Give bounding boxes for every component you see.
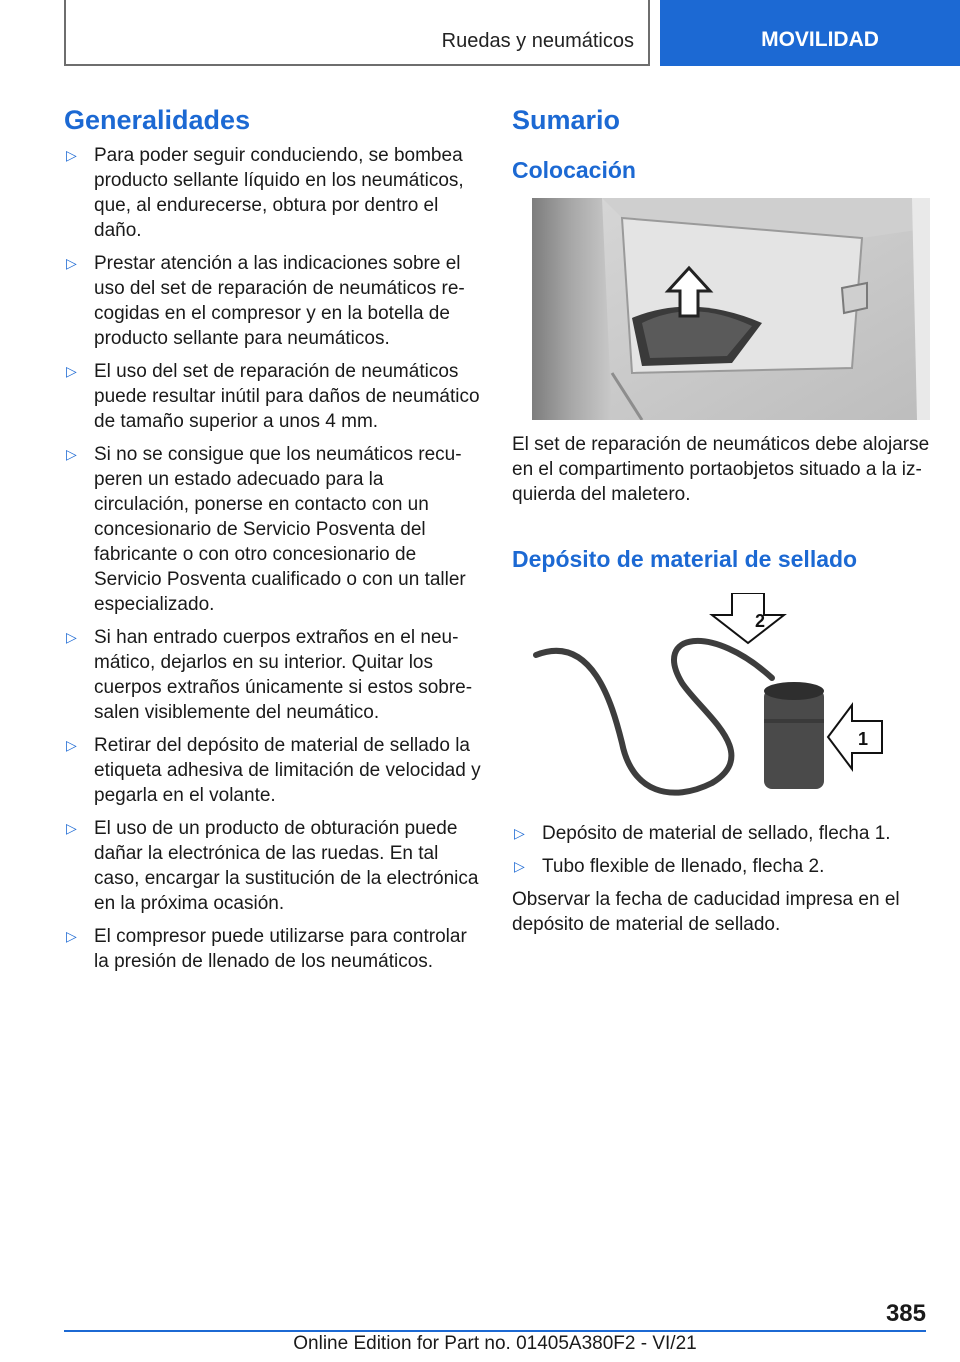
general-list [64, 143, 482, 974]
triangle-bullet-icon: ▷ [514, 825, 525, 841]
arrow-2-label: 2 [755, 611, 766, 631]
triangle-bullet-icon: ▷ [66, 255, 77, 271]
list-item: ▷ Depósito de material de sellado, flecha 1. [514, 823, 891, 844]
heading-sumario: Sumario [512, 105, 621, 135]
list-item: ▷ Si no se consigue que los neumáticos recuperen un estado adecuado para la circulación, ponerse en contacto con un concesionario de Servicio Posventa del fabricante o con otro concesionario de Servicio Posventa cualificado o con un taller especializado. [66, 444, 466, 615]
list-item: ▷ Para poder seguir conduciendo, se bombea producto sellante líquido en los neumáticos, que, al endurecerse, obtura por dentro el daño. [66, 145, 464, 241]
right-column [512, 100, 930, 937]
triangle-bullet-icon: ▷ [66, 820, 77, 836]
edition-text: Online Edition for Part no. 01405A380F2 - VI/21 [293, 1333, 697, 1354]
triangle-bullet-icon: ▷ [66, 629, 77, 645]
sealant-container-illustration [532, 593, 930, 809]
list-item: ▷ El compresor puede utilizarse para controlar la presión de llenado de los neumáticos. [66, 926, 467, 972]
arrow-1-label: 1 [858, 729, 869, 749]
triangle-bullet-icon: ▷ [66, 446, 77, 462]
expiry-note: Observar la fecha de caducidad impresa en el depósito de material de sellado. [512, 889, 900, 935]
list-item: ▷ Retirar del depósito de material de sellado la etiqueta adhesiva de limitación de velocidad y pegarla en el volante. [66, 735, 481, 806]
heading-generalidades: Generalidades [64, 105, 251, 135]
sealant-list [512, 821, 930, 879]
triangle-bullet-icon: ▷ [66, 737, 77, 753]
footer-divider [64, 1330, 926, 1332]
triangle-bullet-icon: ▷ [66, 147, 77, 163]
arrow-1-icon [828, 705, 882, 769]
list-item: ▷ Si han entrado cuerpos extraños en el neumático, dejarlos en su interior. Quitar los cuerpos extraños únicamente si estos sobresalen visiblemente del neumático. [66, 627, 473, 723]
trunk-compartment-illustration [532, 198, 930, 420]
list-item: ▷ Prestar atención a las indicaciones sobre el uso del set de reparación de neumáticos recogidas en el compresor y en la botella de producto sellante para neumáticos. [66, 253, 465, 349]
heading-colocacion: Colocación [512, 157, 636, 183]
left-column [64, 100, 482, 982]
arrow-2-icon [712, 593, 784, 643]
triangle-bullet-icon: ▷ [514, 858, 525, 874]
sealant-bottle [764, 689, 824, 789]
placement-text: El set de reparación de neumáticos debe alojarse en el compartimento portaobjetos situado a la izquierda del maletero. [512, 434, 930, 505]
list-item: ▷ El uso del set de reparación de neumáticos puede resultar inútil para daños de neumático de tamaño superior a unos 4 mm. [66, 361, 480, 432]
list-item: ▷ Tubo flexible de llenado, flecha 2. [514, 856, 825, 877]
chapter-tab[interactable] [660, 0, 960, 66]
filler-hose [536, 641, 772, 793]
list-item: ▷ El uso de un producto de obturación puede dañar la electrónica de las ruedas. En tal caso, encargar la sustitución de la electrónica en la próxima ocasión. [66, 818, 479, 914]
triangle-bullet-icon: ▷ [66, 928, 77, 944]
section-title: Ruedas y neumáticos [441, 30, 634, 52]
page-number: 385 [885, 1300, 926, 1327]
chapter-tab-label: MOVILIDAD [761, 28, 879, 51]
trunk-compartment-photo [532, 198, 930, 420]
heading-sealant-container: Depósito de material de sellado [512, 546, 858, 572]
header-box [64, 0, 650, 66]
triangle-bullet-icon: ▷ [66, 363, 77, 379]
